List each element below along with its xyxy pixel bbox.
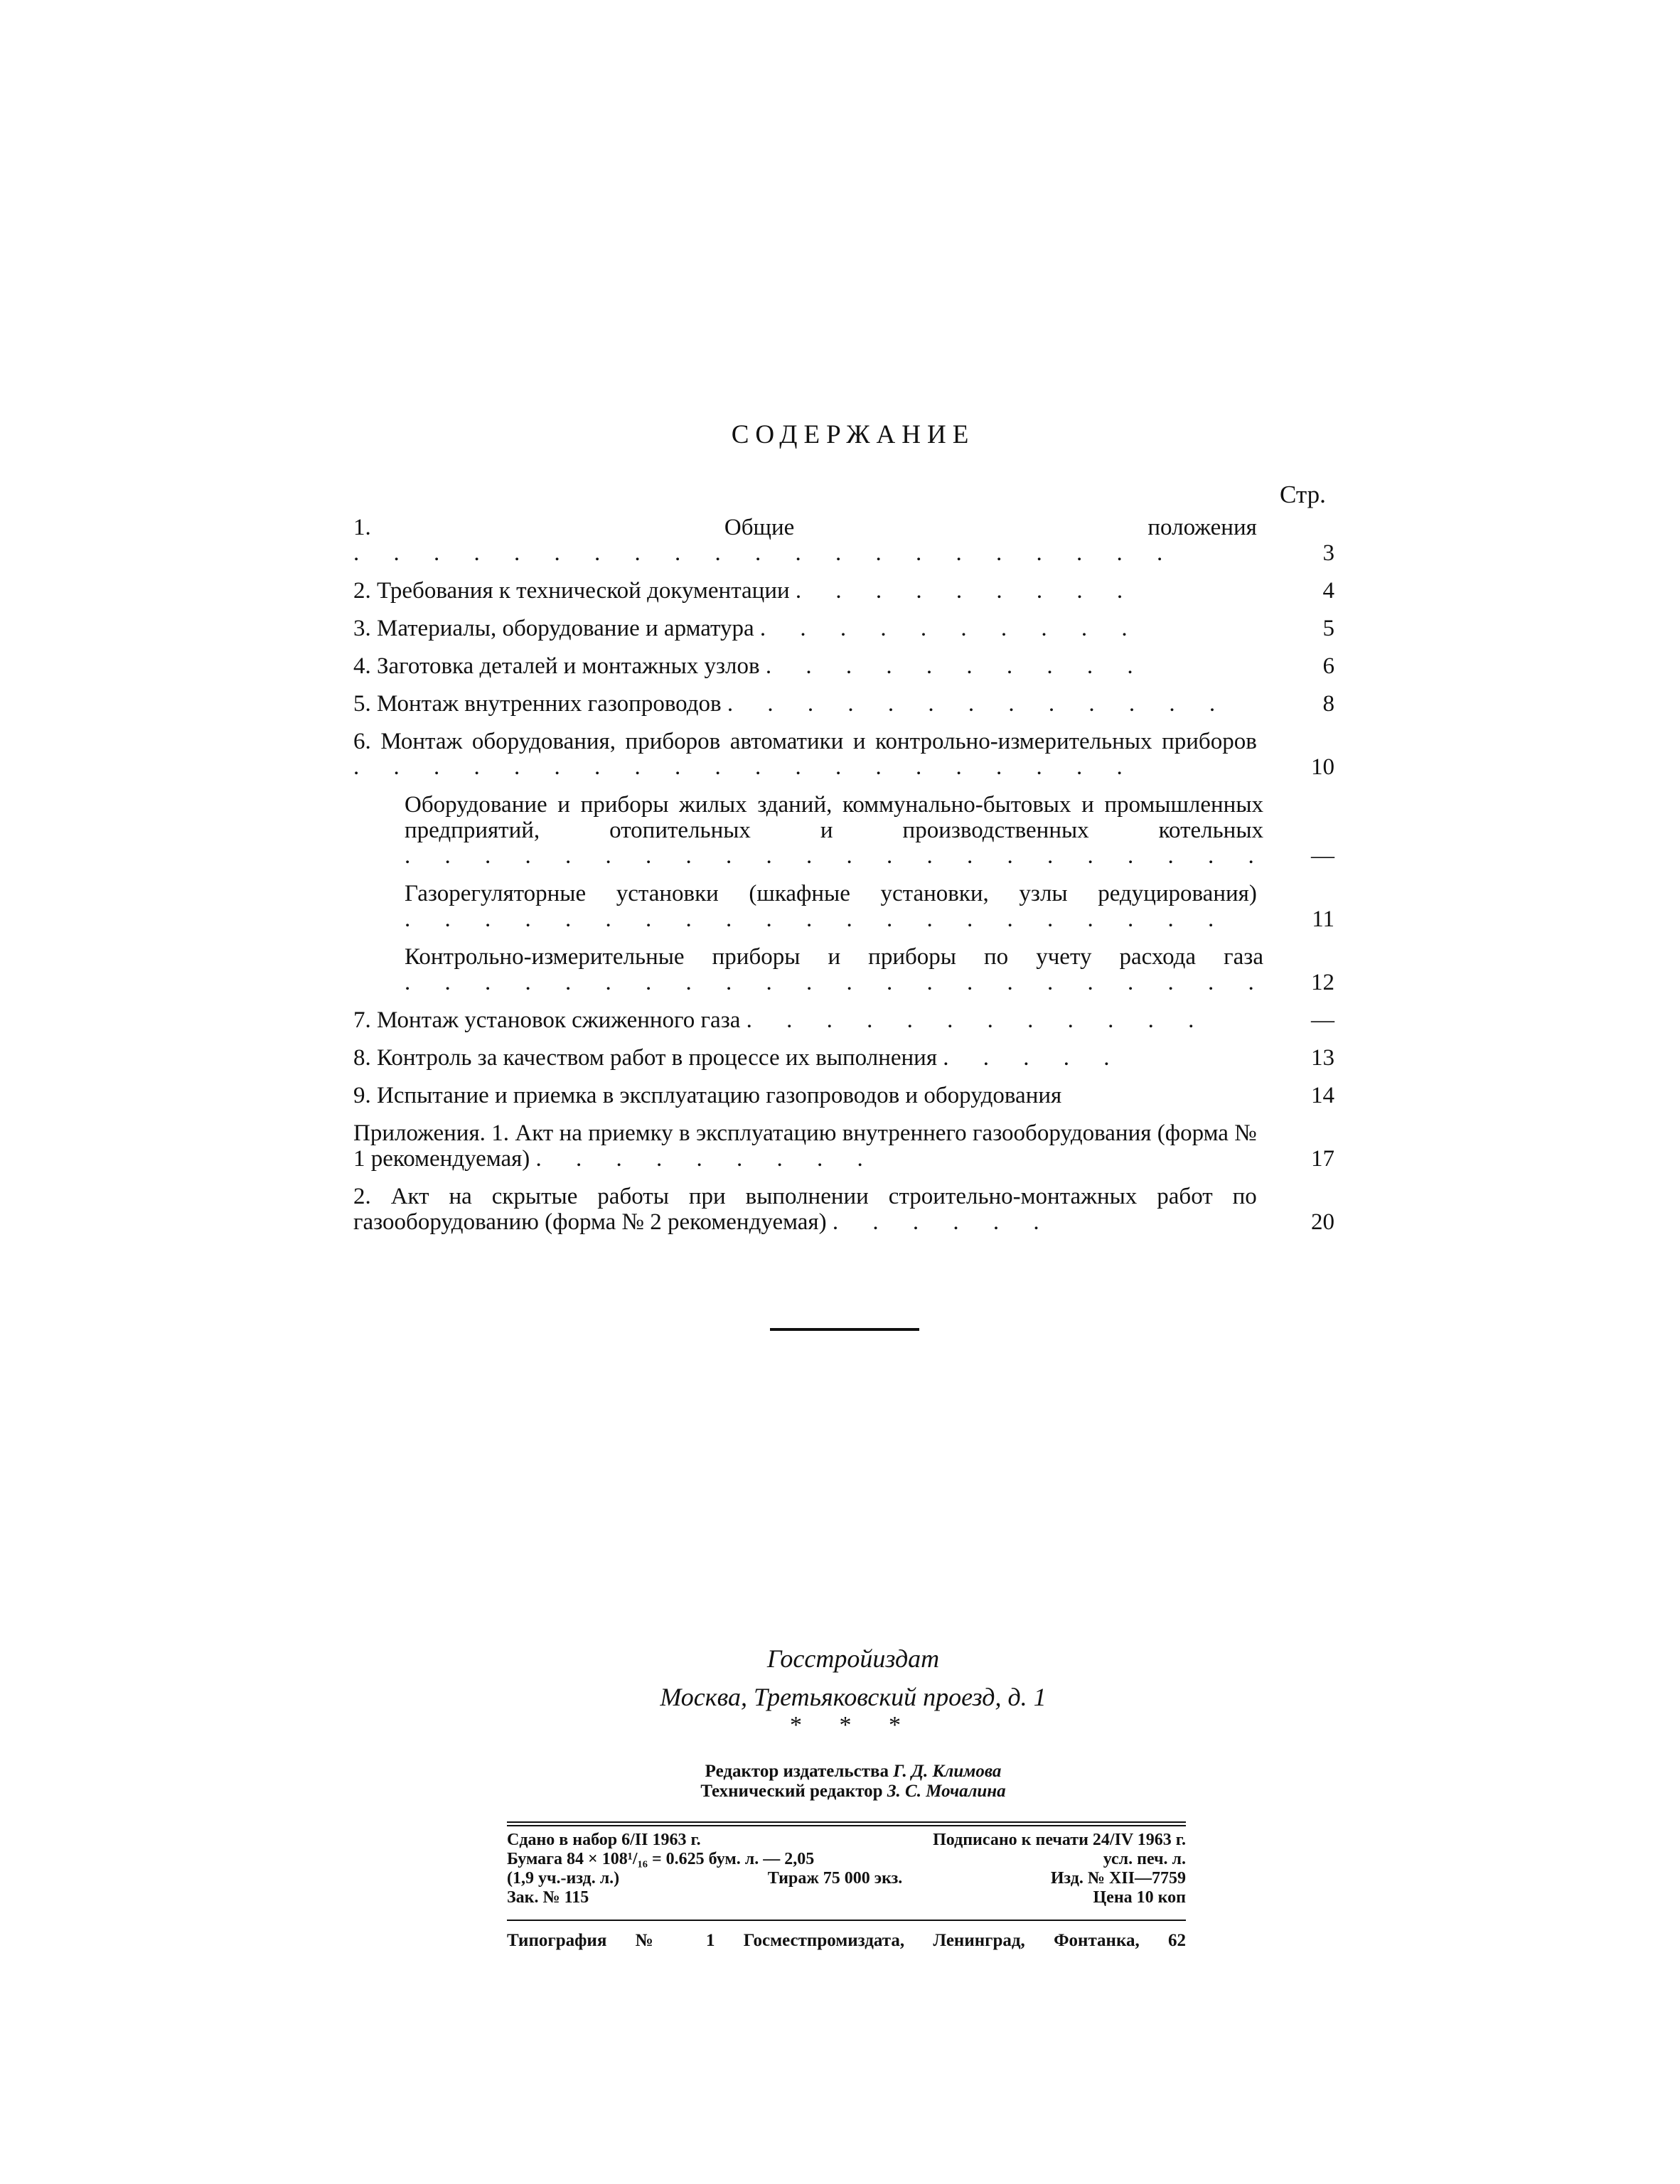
imprint-edition-number: Изд. № XII—7759 — [1050, 1869, 1186, 1888]
toc-entry-page: 17 — [1311, 1146, 1334, 1172]
toc-list — [353, 515, 1342, 1247]
toc-entry-text: Оборудование и приборы жилых зданий, коммунально-бытовых и промышленных предприятий, отопительных и производственных котельных — [405, 792, 1263, 843]
toc-entry-page: 3 — [1322, 540, 1334, 566]
tech-editor-label: Технический редактор — [700, 1782, 883, 1801]
toc-entry-text: 5. Монтаж внутренних газопроводов — [353, 691, 722, 717]
toc-entry-page: 6 — [1322, 653, 1334, 679]
toc-entry — [353, 616, 1342, 641]
toc-entry-text: 3. Материалы, оборудование и арматура — [353, 616, 754, 641]
toc-entry — [353, 653, 1342, 679]
toc-entry-page: 14 — [1311, 1083, 1334, 1108]
toc-leader: . . . . . . . . . . . . — [746, 1007, 1209, 1033]
toc-leader: . . . . . . . . . . — [759, 616, 1142, 641]
publisher-name: Госстройиздат — [766, 1644, 940, 1673]
toc-leader: . . . . . . . . . . . . . . . . . . . . — [353, 754, 1137, 780]
toc-leader: . . . . . . . . . . . . . . . . . . . . . . — [405, 843, 1268, 869]
imprint-edition-sheets: (1,9 уч.-изд. л.) — [507, 1869, 620, 1888]
publisher-address: Москва, Третьяковский проезд, д. 1 — [660, 1683, 1047, 1711]
toc-entry-text: 6. Монтаж оборудования, приборов автоматики и контрольно-измерительных приборов — [353, 729, 1257, 754]
toc-entry-text: 8. Контроль за качеством работ в процессе их выполнения — [353, 1045, 938, 1071]
toc-entry-page: 4 — [1322, 578, 1334, 604]
toc-entry-page: 20 — [1311, 1209, 1334, 1235]
toc-entry — [353, 515, 1342, 566]
toc-entry-text: 2. Требования к технической документации — [353, 578, 790, 604]
toc-entry — [353, 729, 1342, 780]
editors-block — [640, 1762, 1066, 1802]
toc-entry-page: 10 — [1311, 754, 1334, 780]
toc-entry — [353, 1045, 1342, 1071]
tech-editor-name: З. С. Мочалина — [887, 1782, 1006, 1801]
publishing-editor-label: Редактор издательства — [705, 1762, 889, 1781]
toc-leader: . . . . . . — [832, 1209, 1054, 1235]
imprint-block — [507, 1831, 1186, 1907]
toc-entry — [353, 1007, 1342, 1033]
toc-entry-page: — — [1311, 1007, 1334, 1033]
toc-entry-text: 1. Общие положения — [353, 515, 1257, 540]
imprint-print-sheets: усл. печ. л. — [1103, 1850, 1186, 1868]
toc-entry — [353, 1120, 1342, 1172]
toc-leader: . . . . . . . . . . . . . . . . . . . . . — [405, 906, 1229, 932]
imprint-signed-date: Подписано к печати 24/IV 1963 г. — [933, 1831, 1186, 1849]
section-divider — [770, 1328, 919, 1331]
toc-entry — [353, 1083, 1342, 1108]
imprint-rule-top-2 — [507, 1825, 1186, 1826]
toc-entry-page: 11 — [1312, 906, 1334, 932]
asterism: * * * — [790, 1712, 916, 1738]
imprint-rule-top — [507, 1821, 1186, 1823]
imprint-rule-bottom — [507, 1920, 1186, 1921]
toc-subentry — [353, 881, 1342, 932]
toc-leader: . . . . . — [943, 1045, 1124, 1071]
toc-entry-page: 5 — [1322, 616, 1334, 641]
imprint-price: Цена 10 коп — [1093, 1888, 1186, 1907]
toc-entry-text: 4. Заготовка деталей и монтажных узлов — [353, 653, 760, 679]
toc-entry — [353, 1184, 1342, 1235]
toc-leader: . . . . . . . . . . . . . . . . . . . . . . — [405, 970, 1268, 995]
toc-entry-text: 2. Акт на скрытые работы при выполнении строительно-монтажных работ по газооборудованию (форма № 2 рекомендуемая) — [353, 1184, 1257, 1235]
toc-entry-text: Контрольно-измерительные приборы и приборы по учету расхода газа — [405, 944, 1263, 970]
toc-leader: . . . . . . . . . . — [765, 653, 1147, 679]
page-column-label: Стр. — [1280, 481, 1326, 508]
toc-leader: . . . . . . . . . — [795, 578, 1138, 604]
toc-entry-page: 13 — [1311, 1045, 1334, 1071]
toc-subentry — [353, 944, 1342, 995]
toc-leader: . . . . . . . . . . . . . . . . . . . . . — [353, 540, 1177, 566]
imprint-typeset-date: Сдано в набор 6/II 1963 г. — [507, 1831, 701, 1849]
toc-leader: . . . . . . . . . — [535, 1146, 877, 1172]
toc-subentry — [353, 792, 1342, 869]
imprint-order-number: Зак. № 115 — [507, 1888, 589, 1907]
toc-entry-page: — — [1311, 843, 1334, 869]
toc-title: СОДЕРЖАНИЕ — [731, 420, 975, 449]
toc-entry-text: Приложения. 1. Акт на приемку в эксплуатацию внутреннего газооборудования (форма № 1 рекомендуемая) — [353, 1120, 1257, 1172]
toc-entry-text: 7. Монтаж установок сжиженного газа — [353, 1007, 741, 1033]
toc-entry-page: 12 — [1311, 970, 1334, 995]
imprint-circulation: Тираж 75 000 экз. — [767, 1869, 903, 1888]
publishing-editor-name: Г. Д. Климова — [893, 1762, 1002, 1781]
toc-entry-text: Газорегуляторные установки (шкафные установки, узлы редуцирования) — [405, 881, 1257, 906]
imprint-paper: Бумага 84 × 108¹/₁₆ = 0.625 бум. л. — 2,05 — [507, 1850, 815, 1868]
toc-entry-page: 8 — [1322, 691, 1334, 717]
toc-entry — [353, 691, 1342, 717]
toc-leader: . . . . . . . . . . . . . — [727, 691, 1230, 717]
toc-entry-text: 9. Испытание и приемка в эксплуатацию газопроводов и оборудования — [353, 1083, 1062, 1108]
toc-entry — [353, 578, 1342, 604]
printer-line: Типография № 1 Госместпромиздата, Ленинград, Фонтанка, 62 — [507, 1931, 1186, 1950]
